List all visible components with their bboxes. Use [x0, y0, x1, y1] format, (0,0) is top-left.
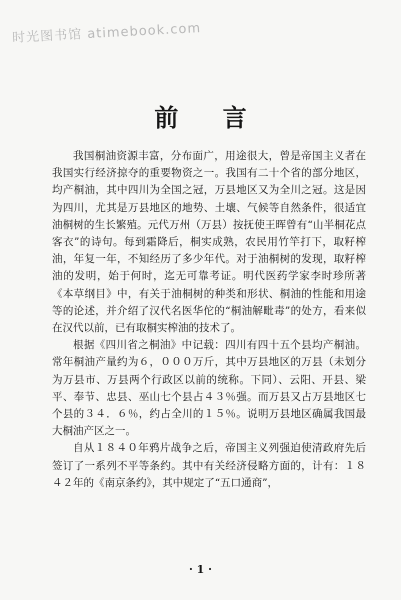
paragraph-3: 自从１８４０年鸦片战争之后，帝国主义列强迫使清政府先后签订了一系列不平等条约。其中有关经济侵略方面的，计有：１８４２年的《南京条约》，其中规定了“五口通商”， — [52, 442, 366, 489]
page-title: 前 言 — [154, 103, 265, 132]
watermark-text: 时光图书馆 atimebook.com — [11, 21, 202, 46]
document-body — [52, 148, 366, 492]
page-number: · 1 · — [189, 563, 212, 576]
paragraph-1: 我国桐油资源丰富，分布面广，用途很大，曾是帝国主义者在我国实行经济掠夺的重要物资之一。我国有二十个省的部分地区，均产桐油，其中四川为全国之冠，万县地区又为全川之冠。这是因为四川，尤其是万县地区的地势、土壤、气候等自然条件，很适宜油桐树的生长繁殖。元代万州（万县）按抚使王晖曾有“山半桐花点客衣”的诗句。每到霜降后，桐实成熟，农民用竹竿打下，取籽榨油，年复一年，不知经历了多少年代。对于油桐树的发现，取籽榨油的发明，始于何时，迄无可靠考证。明代医药学家李时珍所著《本草纲目》中，有关于油桐树的种类和形状、桐油的性能和用途等的论述，并介绍了汉代名医华佗的“桐油解毗毒”的处方，看来似在汉代以前，已有取桐实榨油的技术了。 — [52, 150, 366, 335]
paragraph-2: 根据《四川省之桐油》中记载：四川有四十五个县均产桐油。常年桐油产量约为６，０００万斤，其中万县地区的万县（未划分为万县市、万县两个行政区以前的统称。下同）、云阳、开县、梁平、奉节、忠县、巫山七个县占４３％强。而万县又占万县地区七个县的３４．６％，约占全川的１５％。说明万县地区确属我国最大桐油产区之一。 — [52, 339, 366, 438]
